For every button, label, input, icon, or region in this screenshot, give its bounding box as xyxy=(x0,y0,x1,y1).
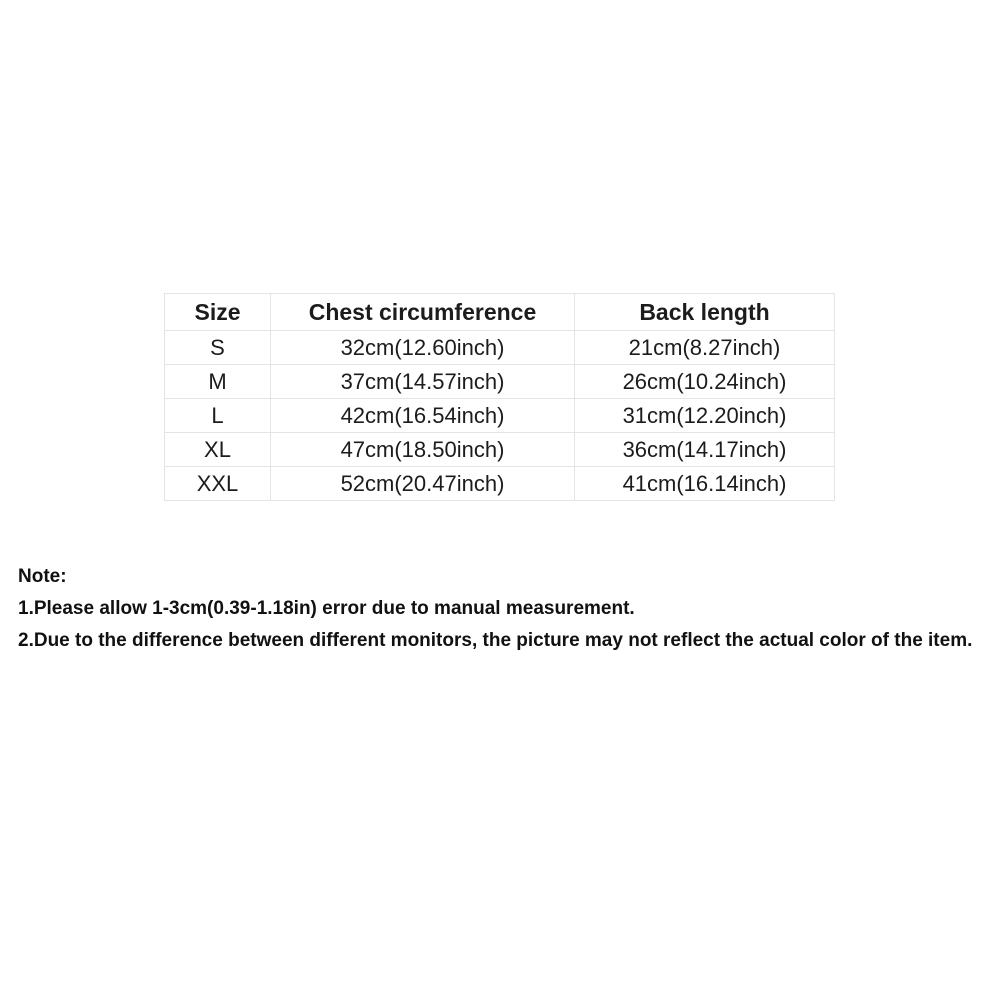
cell-size: S xyxy=(165,331,271,365)
cell-size: XXL xyxy=(165,467,271,501)
note-item-1: 1.Please allow 1-3cm(0.39-1.18in) error due to manual measurement. xyxy=(18,598,635,619)
cell-chest: 37cm(14.57inch) xyxy=(271,365,575,399)
cell-back: 41cm(16.14inch) xyxy=(575,467,835,501)
cell-back: 21cm(8.27inch) xyxy=(575,331,835,365)
cell-back: 26cm(10.24inch) xyxy=(575,365,835,399)
cell-back: 36cm(14.17inch) xyxy=(575,433,835,467)
cell-size: L xyxy=(165,399,271,433)
table-row-xl xyxy=(165,433,835,467)
cell-back: 31cm(12.20inch) xyxy=(575,399,835,433)
cell-chest: 32cm(12.60inch) xyxy=(271,331,575,365)
column-header-back: Back length xyxy=(575,294,835,331)
cell-chest: 52cm(20.47inch) xyxy=(271,467,575,501)
size-chart-table xyxy=(164,293,835,501)
cell-chest: 42cm(16.54inch) xyxy=(271,399,575,433)
notes-section xyxy=(18,561,972,657)
table-row-l xyxy=(165,399,835,433)
column-header-size: Size xyxy=(165,294,271,331)
cell-chest: 47cm(18.50inch) xyxy=(271,433,575,467)
table-row-m xyxy=(165,365,835,399)
table-header-row xyxy=(165,294,835,331)
cell-size: M xyxy=(165,365,271,399)
table-row-s xyxy=(165,331,835,365)
column-header-chest: Chest circumference xyxy=(271,294,575,331)
cell-size: XL xyxy=(165,433,271,467)
table-row-xxl xyxy=(165,467,835,501)
notes-title: Note: xyxy=(18,566,67,587)
note-item-2: 2.Due to the difference between different monitors, the picture may not reflect the actual color of the item. xyxy=(18,630,973,651)
